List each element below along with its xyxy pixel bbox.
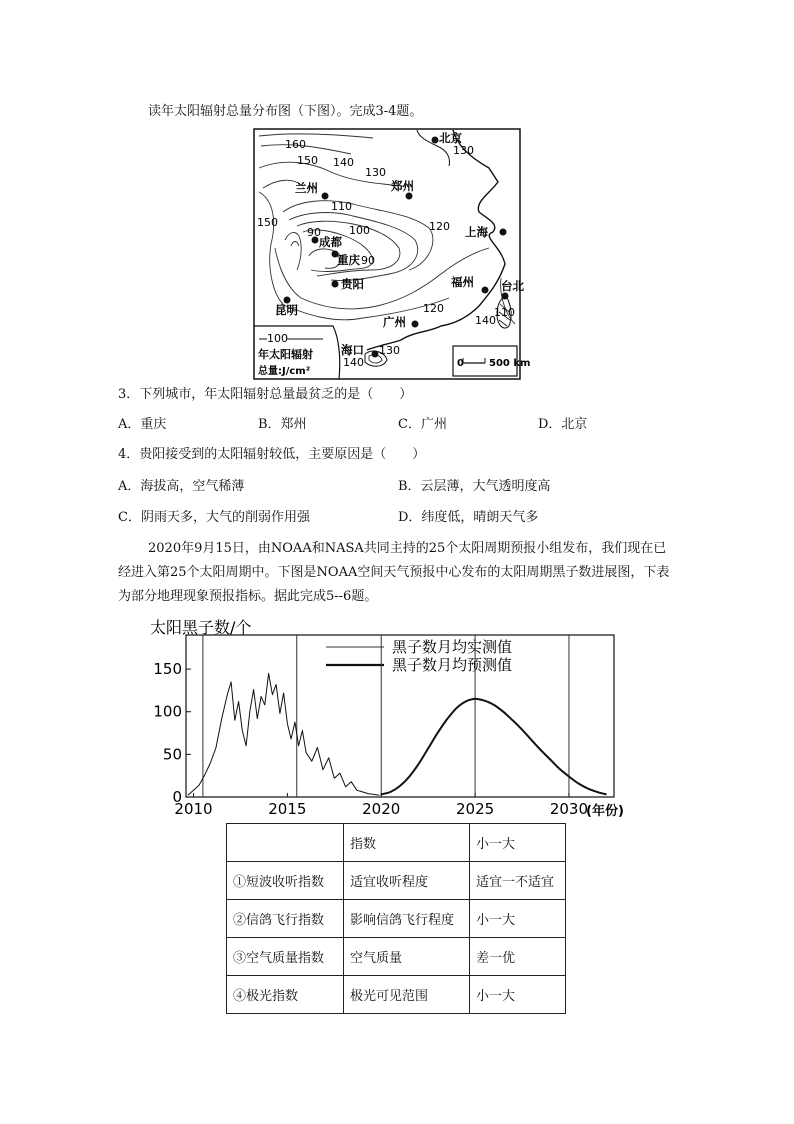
table-cell: 极光可见范围 [344, 976, 470, 1014]
table-cell: ③空气质量指数 [227, 938, 344, 976]
intro-text: 读年太阳辐射总量分布图（下图）。完成3-4题。 [148, 104, 423, 119]
legend-contour-value: 100 [267, 332, 288, 345]
svg-text:140: 140 [343, 356, 364, 369]
q3-option-b: B．郑州 [258, 417, 307, 432]
y-tick-label: 50 [162, 745, 182, 764]
table-cell: 空气质量 [344, 938, 470, 976]
solar-radiation-map [253, 128, 531, 380]
svg-text:130: 130 [365, 166, 386, 179]
city-chengdu: 成都 [319, 235, 342, 249]
city-beijing: 北京 [439, 131, 462, 145]
city-fuzhou: 福州 [451, 275, 474, 289]
svg-text:100: 100 [349, 224, 370, 237]
city-guiyang: 贵阳 [341, 277, 364, 291]
legend-actual: 黑子数月均实测值 [392, 638, 513, 656]
table-cell: 适宜一不适宜 [470, 862, 566, 900]
svg-text:110: 110 [494, 306, 515, 319]
table-header-row [227, 824, 566, 862]
chart-xlabel: (年份) [586, 804, 624, 819]
series-actual-line [188, 673, 380, 795]
svg-text:120: 120 [423, 302, 444, 315]
city-lanzhou: 兰州 [295, 181, 318, 195]
svg-text:90: 90 [361, 254, 375, 267]
legend-line1: 年太阳辐射 [258, 348, 313, 361]
table-cell: 小一大 [470, 900, 566, 938]
svg-text:90: 90 [307, 226, 321, 239]
table-header-cell: 小一大 [470, 824, 566, 862]
x-tick-label: 2030 [549, 800, 589, 818]
q4-option-b: B．云层薄，大气透明度高 [398, 479, 551, 494]
x-tick-label: 2015 [268, 800, 307, 818]
indicator-table [226, 823, 566, 1014]
table-cell: ④极光指数 [227, 976, 344, 1014]
x-tick-label: 2025 [455, 800, 495, 818]
svg-text:150: 150 [257, 216, 278, 229]
legend-predicted: 黑子数月均预测值 [392, 656, 513, 674]
q4-option-d: D．纬度低，晴朗天气多 [398, 510, 539, 525]
svg-text:140: 140 [475, 314, 496, 327]
sunspot-chart [148, 615, 628, 825]
table-row [227, 976, 566, 1014]
scale-label: 500 km [489, 358, 531, 369]
passage-text: 2020年9月15日，由NOAA和NASA共同主持的25个太阳周期预报小组发布，我们现在已经进入第25个太阳周期中。下图是NOAA空间天气预报中心发布的太阳周期黑子数进展图，下表为部分地理现象预报指标。据此完成5--6题。 [118, 541, 670, 604]
x-tick-label: 2010 [174, 800, 213, 818]
city-guangzhou: 广州 [383, 315, 406, 329]
y-tick-label: 150 [153, 660, 182, 679]
city-haikou: 海口 [341, 343, 364, 357]
svg-text:120: 120 [429, 220, 450, 233]
svg-text:140: 140 [333, 156, 354, 169]
table-row [227, 938, 566, 976]
city-chongqing: 重庆 [337, 253, 360, 267]
question-4-stem: 4．贵阳接受到的太阳辐射较低，主要原因是（ ） [118, 447, 426, 462]
table-row [227, 900, 566, 938]
svg-text:130: 130 [379, 344, 400, 357]
table-cell: 影响信鸽飞行程度 [344, 900, 470, 938]
table-row [227, 862, 566, 900]
table-cell: 适宜收听程度 [344, 862, 470, 900]
table-cell: ①短波收听指数 [227, 862, 344, 900]
q3-option-c: C．广州 [398, 417, 447, 432]
table-header-cell: 指数 [344, 824, 470, 862]
svg-text:160: 160 [285, 138, 306, 151]
table-cell: ②信鸽飞行指数 [227, 900, 344, 938]
svg-text:110: 110 [331, 200, 352, 213]
chart-ylabel: 太阳黑子数/个 [150, 618, 252, 637]
q4-option-c: C．阴雨天多，大气的削弱作用强 [118, 510, 310, 525]
table-header-cell [227, 824, 344, 862]
city-shanghai: 上海 [465, 225, 488, 239]
svg-text:150: 150 [297, 154, 318, 167]
map-frame [254, 129, 520, 379]
question-3-stem: 3．下列城市，年太阳辐射总量最贫乏的是（ ） [118, 387, 413, 402]
x-tick-label: 2020 [362, 800, 401, 818]
y-tick-label: 100 [153, 702, 182, 721]
svg-text:130: 130 [453, 144, 474, 157]
series-predicted-line [381, 699, 606, 795]
scale-zero: 0 [457, 358, 464, 369]
q3-option-a: A．重庆 [118, 417, 167, 432]
table-cell: 小一大 [470, 976, 566, 1014]
y-tick-label: 0 [172, 788, 182, 806]
table-cell: 差一优 [470, 938, 566, 976]
q4-option-a: A．海拔高，空气稀薄 [118, 479, 245, 494]
city-taibei: 台北 [501, 279, 524, 293]
city-zhengzhou: 郑州 [391, 179, 414, 193]
city-kunming: 昆明 [275, 303, 298, 317]
q3-option-d: D．北京 [538, 417, 588, 432]
legend-line2: 总量:J/cm² [258, 366, 311, 377]
